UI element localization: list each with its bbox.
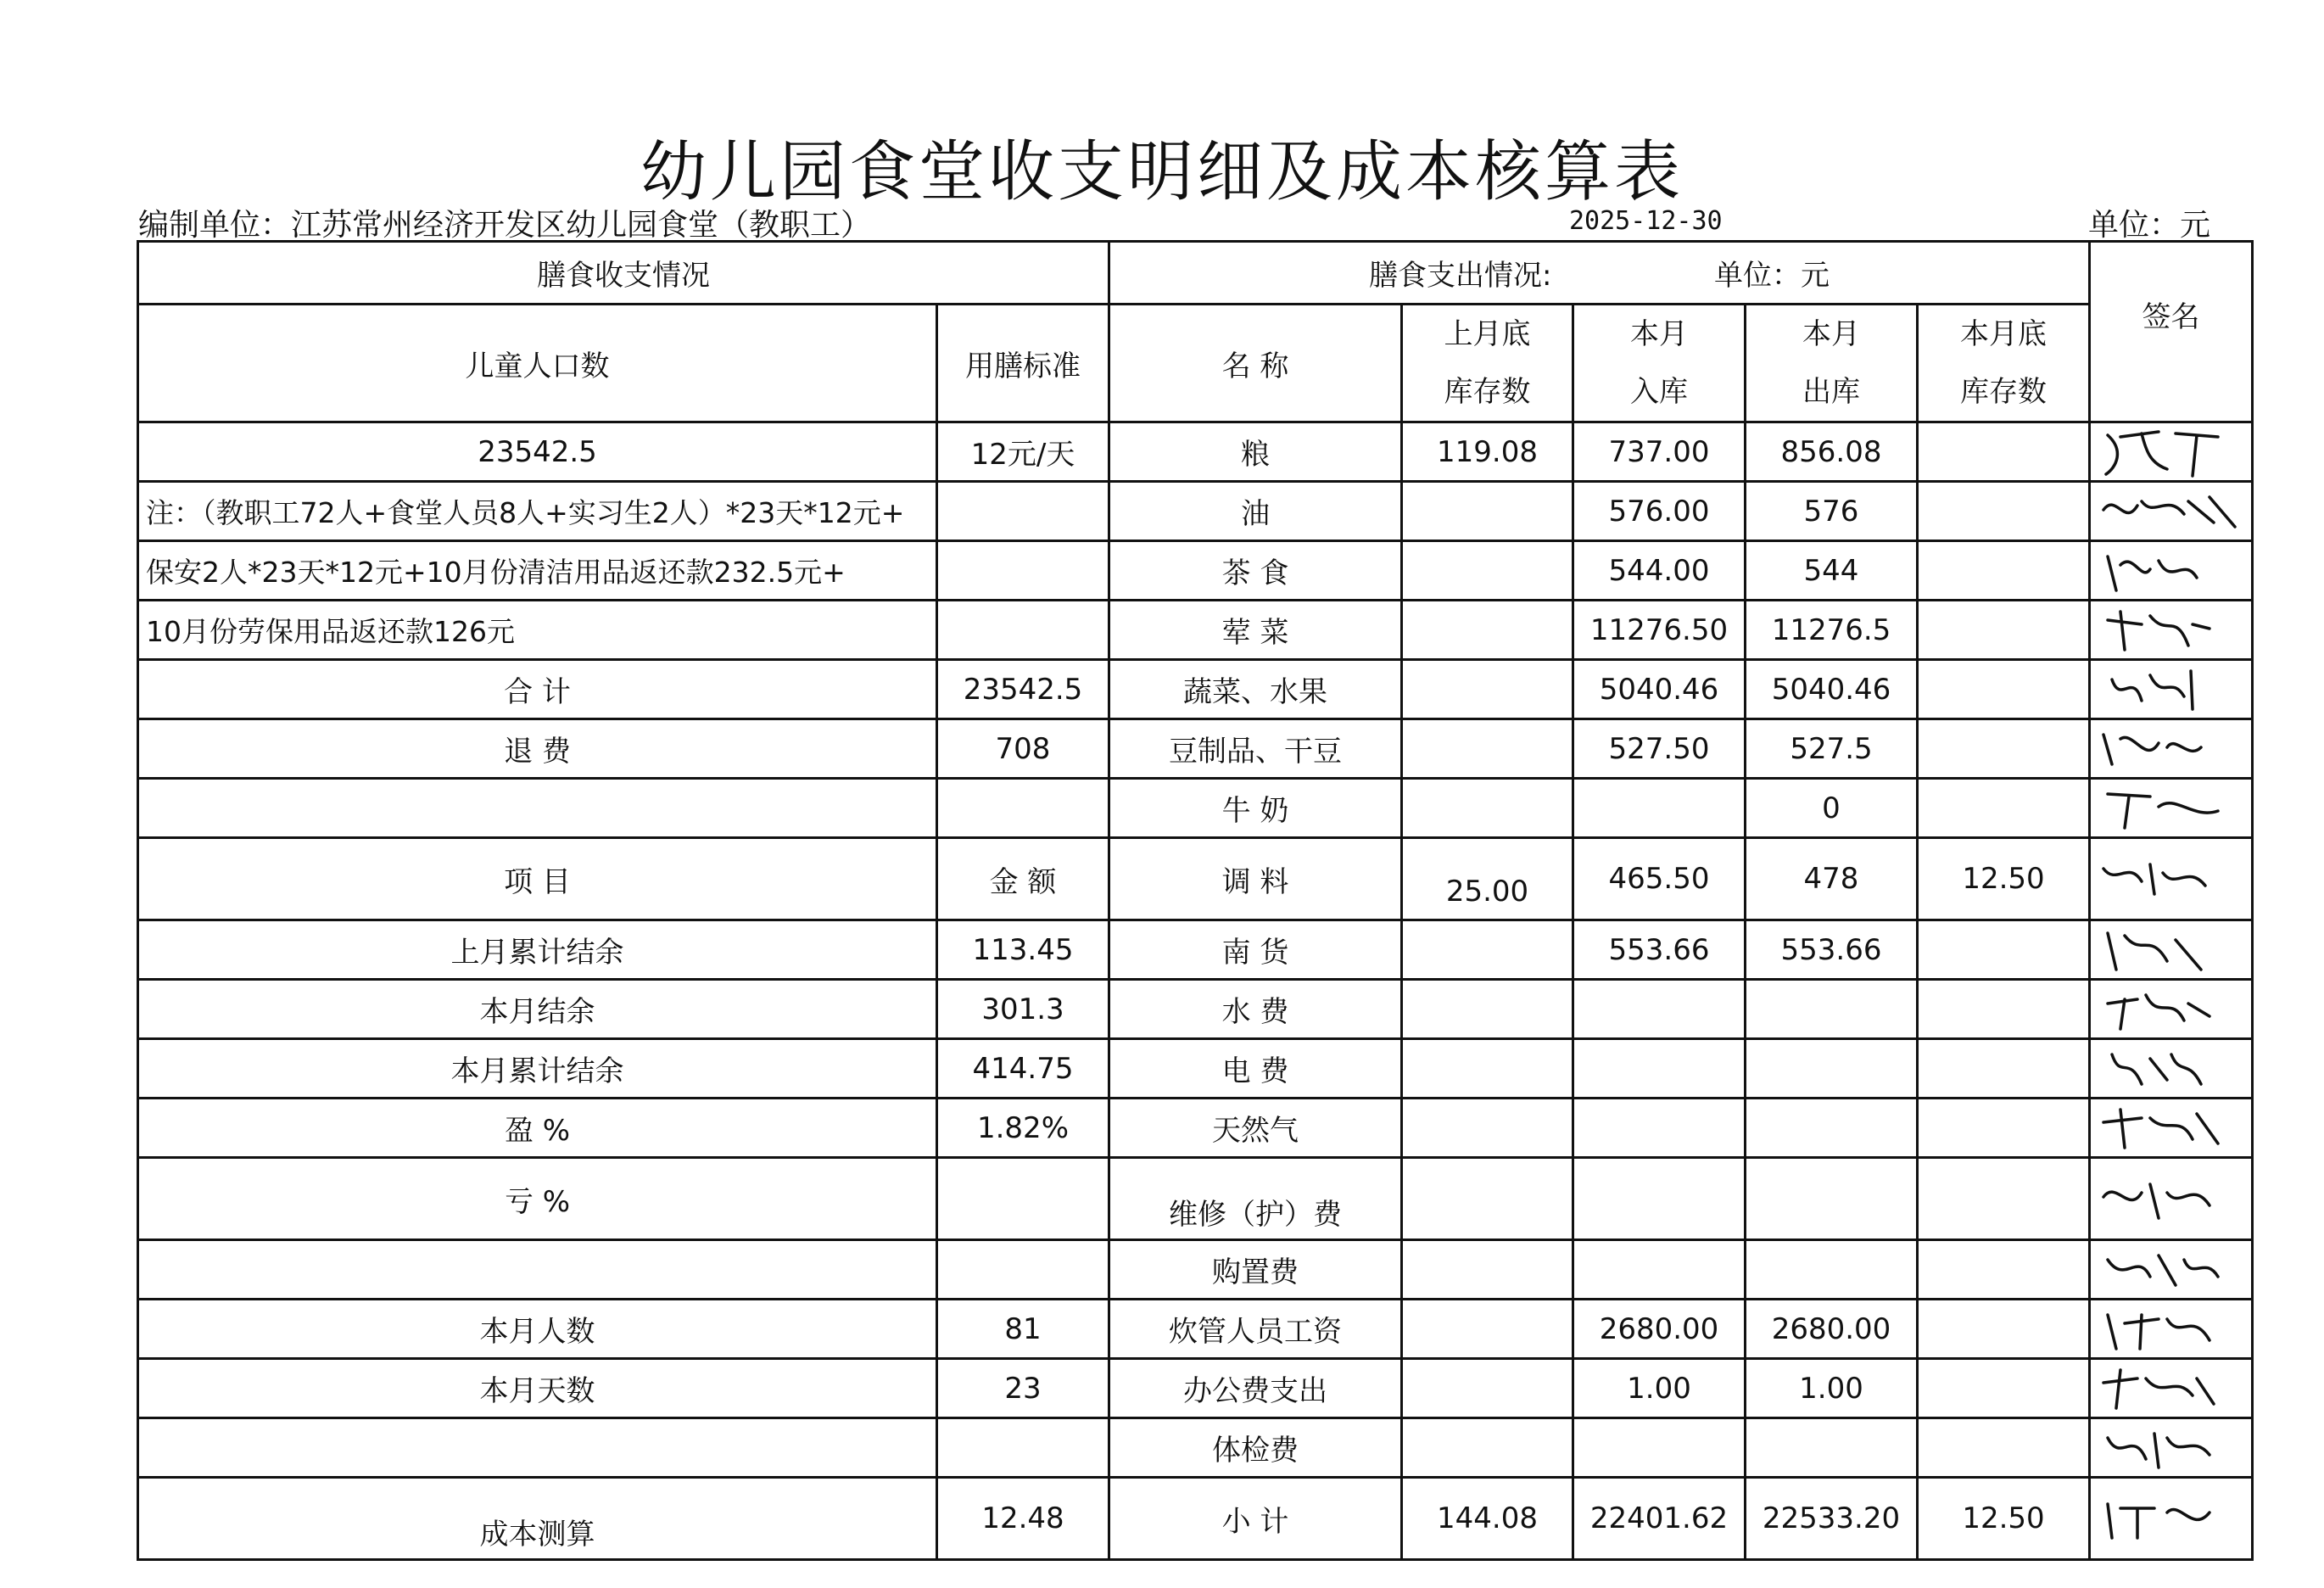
out-cell: 544: [1746, 541, 1918, 601]
last-stock-cell: [1402, 1099, 1573, 1158]
handwritten-signature: [2091, 544, 2243, 598]
expense-name-cell: 炊管人员工资: [1109, 1300, 1402, 1359]
page-title: 幼儿园食堂收支明细及成本核算表: [640, 134, 1684, 210]
last-stock-cell: [1402, 779, 1573, 838]
col-children: 儿童人口数: [138, 305, 937, 422]
signature-cell: [2090, 1300, 2253, 1359]
table-row: [138, 838, 2253, 920]
col-in: 本月 入库: [1573, 305, 1746, 422]
expense-name-cell: 蔬菜、水果: [1109, 660, 1402, 719]
income-value-cell: [937, 779, 1109, 838]
signature-cell: [2090, 1418, 2253, 1478]
out-cell: [1746, 980, 1918, 1039]
income-section-header: 膳食收支情况: [138, 242, 1109, 305]
end-stock-cell: [1918, 920, 2090, 980]
table-row: [138, 1158, 2253, 1240]
table-row: [138, 1478, 2253, 1560]
out-cell: 22533.20: [1746, 1478, 1918, 1560]
last-stock-cell: [1402, 1158, 1573, 1240]
income-value-cell: 81: [937, 1300, 1109, 1359]
handwritten-signature: [2091, 1171, 2243, 1226]
last-stock-cell: 25.00: [1402, 838, 1573, 920]
sign-header: 签名: [2090, 242, 2253, 422]
income-value-cell: [937, 1158, 1109, 1240]
last-stock-cell: 144.08: [1402, 1478, 1573, 1560]
in-cell: 553.66: [1573, 920, 1746, 980]
last-stock-cell: [1402, 541, 1573, 601]
end-stock-cell: [1918, 1359, 2090, 1418]
in-cell: [1573, 1099, 1746, 1158]
income-label-cell: [138, 1240, 937, 1300]
end-stock-cell: [1918, 779, 2090, 838]
col-last-stock: 上月底 库存数: [1402, 305, 1573, 422]
expense-name-cell: 牛 奶: [1109, 779, 1402, 838]
income-value-cell: 113.45: [937, 920, 1109, 980]
signature-cell: [2090, 980, 2253, 1039]
handwritten-signature: [2091, 722, 2243, 776]
handwritten-signature: [2091, 923, 2243, 977]
last-stock-cell: [1402, 980, 1573, 1039]
expense-name-cell: 体检费: [1109, 1418, 1402, 1478]
out-cell: 1.00: [1746, 1359, 1918, 1418]
in-cell: [1573, 1418, 1746, 1478]
income-label-cell: [138, 779, 937, 838]
last-stock-cell: [1402, 1039, 1573, 1099]
income-label-cell: 本月结余: [138, 980, 937, 1039]
income-label-cell: 亏 %: [138, 1158, 937, 1240]
out-cell: [1746, 1039, 1918, 1099]
out-cell: [1746, 1418, 1918, 1478]
expense-name-cell: 调 料: [1109, 838, 1402, 920]
expense-name-cell: 小 计: [1109, 1478, 1402, 1560]
table-row: [138, 779, 2253, 838]
income-value-cell: 12.48: [937, 1478, 1109, 1560]
end-stock-cell: [1918, 980, 2090, 1039]
table-row: [138, 1300, 2253, 1359]
table-row: [138, 482, 2253, 541]
last-stock-cell: [1402, 1418, 1573, 1478]
in-cell: 5040.46: [1573, 660, 1746, 719]
last-stock-cell: [1402, 660, 1573, 719]
table-row: [138, 1240, 2253, 1300]
expense-name-cell: 茶 食: [1109, 541, 1402, 601]
organization-label: 编制单位：江苏常州经济开发区幼儿园食堂（教职工）: [138, 208, 872, 243]
end-stock-cell: 12.50: [1918, 1478, 2090, 1560]
last-stock-cell: [1402, 920, 1573, 980]
expense-name-cell: 油: [1109, 482, 1402, 541]
expense-name-cell: 天然气: [1109, 1099, 1402, 1158]
table-row: [138, 1418, 2253, 1478]
signature-cell: [2090, 541, 2253, 601]
expense-section-header: [1109, 242, 2090, 305]
table-row: [138, 1039, 2253, 1099]
in-cell: [1573, 1158, 1746, 1240]
end-stock-cell: [1918, 1300, 2090, 1359]
signature-cell: [2090, 1359, 2253, 1418]
table-row: [138, 422, 2253, 482]
expense-title: 膳食支出情况:: [1368, 259, 1552, 293]
in-cell: 737.00: [1573, 422, 1746, 482]
out-cell: [1746, 1240, 1918, 1300]
end-stock-cell: [1918, 1418, 2090, 1478]
table-row: [138, 1099, 2253, 1158]
income-value-cell: 23542.5: [937, 660, 1109, 719]
in-cell: 11276.50: [1573, 601, 1746, 660]
table-row: [138, 980, 2253, 1039]
table-row: [138, 719, 2253, 779]
in-cell: 576.00: [1573, 482, 1746, 541]
expense-name-cell: 维修（护）费: [1109, 1158, 1402, 1240]
end-stock-cell: [1918, 601, 2090, 660]
in-cell: 1.00: [1573, 1359, 1746, 1418]
signature-cell: [2090, 920, 2253, 980]
col-standard: 用膳标准: [937, 305, 1109, 422]
out-cell: [1746, 1099, 1918, 1158]
expense-name-cell: 粮: [1109, 422, 1402, 482]
income-label-cell: [138, 1418, 937, 1478]
income-value-cell: 金 额: [937, 838, 1109, 920]
table-row: [138, 660, 2253, 719]
income-label-cell: 合 计: [138, 660, 937, 719]
end-stock-cell: [1918, 1240, 2090, 1300]
handwritten-signature: [2091, 781, 2243, 836]
income-value-cell: 1.82%: [937, 1099, 1109, 1158]
out-cell: 856.08: [1746, 422, 1918, 482]
income-value-cell: 708: [937, 719, 1109, 779]
signature-cell: [2090, 601, 2253, 660]
last-stock-cell: [1402, 601, 1573, 660]
signature-cell: [2090, 719, 2253, 779]
col-out: 本月 出库: [1746, 305, 1918, 422]
in-cell: 22401.62: [1573, 1478, 1746, 1560]
income-value-cell: 414.75: [937, 1039, 1109, 1099]
in-cell: [1573, 980, 1746, 1039]
handwritten-signature: [2091, 1362, 2243, 1416]
handwritten-signature: [2091, 425, 2243, 479]
signature-cell: [2090, 422, 2253, 482]
signature-cell: [2090, 1158, 2253, 1240]
out-cell: 553.66: [1746, 920, 1918, 980]
income-label-cell: 项 目: [138, 838, 937, 920]
income-value-cell: [937, 1240, 1109, 1300]
signature-cell: [2090, 1099, 2253, 1158]
income-value-cell: 23: [937, 1359, 1109, 1418]
out-cell: 5040.46: [1746, 660, 1918, 719]
end-stock-cell: [1918, 660, 2090, 719]
income-label-cell: 23542.5: [138, 422, 937, 482]
table-row: [138, 1359, 2253, 1418]
signature-cell: [2090, 660, 2253, 719]
end-stock-cell: [1918, 1158, 2090, 1240]
end-stock-cell: [1918, 541, 2090, 601]
unit-label: 单位：元: [2088, 208, 2211, 243]
table-row: [138, 541, 2253, 601]
end-stock-cell: [1918, 1039, 2090, 1099]
report-date: 2025-12-30: [1569, 206, 1723, 236]
handwritten-signature: [2091, 1101, 2243, 1155]
expense-name-cell: 水 费: [1109, 980, 1402, 1039]
in-cell: 527.50: [1573, 719, 1746, 779]
out-cell: 527.5: [1746, 719, 1918, 779]
in-cell: [1573, 1039, 1746, 1099]
last-stock-cell: [1402, 1300, 1573, 1359]
signature-cell: [2090, 838, 2253, 920]
income-value-cell: [937, 482, 1109, 541]
expense-name-cell: 购置费: [1109, 1240, 1402, 1300]
last-stock-cell: [1402, 719, 1573, 779]
signature-cell: [2090, 1240, 2253, 1300]
end-stock-cell: [1918, 1099, 2090, 1158]
income-value-cell: 301.3: [937, 980, 1109, 1039]
handwritten-signature: [2091, 1302, 2243, 1356]
handwritten-signature: [2091, 1421, 2243, 1475]
income-label-cell: 成本测算: [138, 1478, 937, 1560]
last-stock-cell: [1402, 1359, 1573, 1418]
handwritten-signature: [2091, 1491, 2243, 1546]
end-stock-cell: [1918, 482, 2090, 541]
income-label-cell: 10月份劳保用品返还款126元: [138, 601, 937, 660]
signature-cell: [2090, 1039, 2253, 1099]
income-label-cell: 保安2人*23天*12元+10月份清洁用品返还款232.5元+: [138, 541, 937, 601]
income-label-cell: 注：（教职工72人+食堂人员8人+实习生2人）*23天*12元+: [138, 482, 937, 541]
signature-cell: [2090, 482, 2253, 541]
signature-cell: [2090, 1478, 2253, 1560]
in-cell: [1573, 779, 1746, 838]
expense-name-cell: 豆制品、干豆: [1109, 719, 1402, 779]
in-cell: [1573, 1240, 1746, 1300]
income-label-cell: 上月累计结余: [138, 920, 937, 980]
handwritten-signature: [2091, 663, 2243, 717]
end-stock-cell: 12.50: [1918, 838, 2090, 920]
handwritten-signature: [2091, 1042, 2243, 1096]
out-cell: 576: [1746, 482, 1918, 541]
income-value-cell: [937, 601, 1109, 660]
handwritten-signature: [2091, 982, 2243, 1037]
col-end-stock: 本月底 库存数: [1918, 305, 2090, 422]
last-stock-cell: [1402, 1240, 1573, 1300]
income-value-cell: [937, 1418, 1109, 1478]
table-row: [138, 601, 2253, 660]
income-value-cell: [937, 541, 1109, 601]
signature-cell: [2090, 779, 2253, 838]
handwritten-signature: [2091, 852, 2243, 906]
col-name: 名 称: [1109, 305, 1402, 422]
in-cell: 544.00: [1573, 541, 1746, 601]
handwritten-signature: [2091, 603, 2243, 657]
expense-name-cell: 电 费: [1109, 1039, 1402, 1099]
table-row: [138, 920, 2253, 980]
out-cell: 478: [1746, 838, 1918, 920]
accounting-table: [137, 240, 2254, 1561]
income-value-cell: 12元/天: [937, 422, 1109, 482]
expense-name-cell: 荤 菜: [1109, 601, 1402, 660]
last-stock-cell: 119.08: [1402, 422, 1573, 482]
end-stock-cell: [1918, 422, 2090, 482]
expense-name-cell: 办公费支出: [1109, 1359, 1402, 1418]
handwritten-signature: [2091, 484, 2243, 539]
expense-name-cell: 南 货: [1109, 920, 1402, 980]
handwritten-signature: [2091, 1243, 2243, 1297]
end-stock-cell: [1918, 719, 2090, 779]
income-label-cell: 本月天数: [138, 1359, 937, 1418]
income-label-cell: 本月人数: [138, 1300, 937, 1359]
expense-unit: 单位：元: [1714, 259, 1830, 293]
in-cell: 465.50: [1573, 838, 1746, 920]
income-label-cell: 退 费: [138, 719, 937, 779]
in-cell: 2680.00: [1573, 1300, 1746, 1359]
out-cell: 2680.00: [1746, 1300, 1918, 1359]
out-cell: [1746, 1158, 1918, 1240]
income-label-cell: 本月累计结余: [138, 1039, 937, 1099]
last-stock-cell: [1402, 482, 1573, 541]
income-label-cell: 盈 %: [138, 1099, 937, 1158]
out-cell: 0: [1746, 779, 1918, 838]
out-cell: 11276.5: [1746, 601, 1918, 660]
